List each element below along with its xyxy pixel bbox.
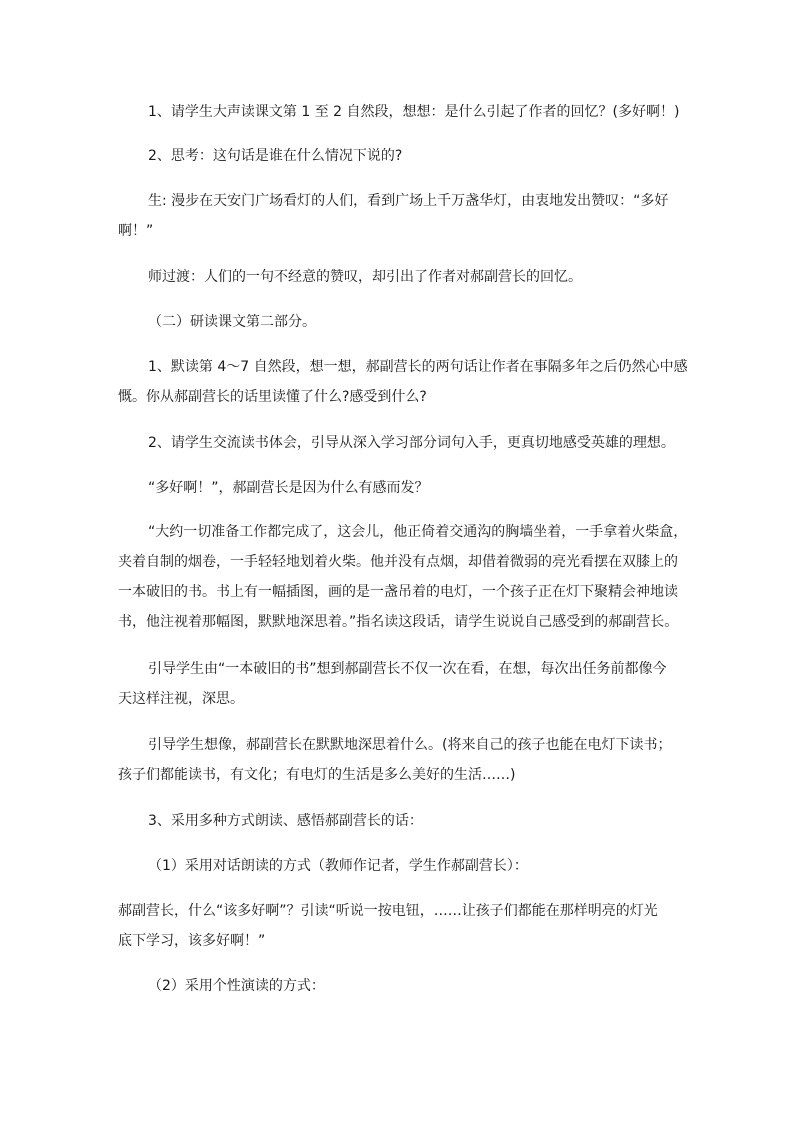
paragraph-line: “大约一切准备工作都完成了，这会儿，他正倚着交通沟的胸墙坐着，一手拿着火柴盒， xyxy=(148,524,688,540)
paragraph-2 xyxy=(118,141,713,171)
paragraph-line: 2、思考：这句话是谁在什么情况下说的? xyxy=(148,148,403,164)
paragraph-line: 孩子们都能读书，有文化；有电灯的生活是多么美好的生活……) xyxy=(118,767,516,783)
paragraph-10 xyxy=(118,654,683,714)
paragraph-line: 书，他注视着那幅图，默默地深思着。”指名读这段话，请学生说说自己感受到的郝副营长。 xyxy=(118,614,679,630)
paragraph-line: 啊！” xyxy=(118,223,154,239)
paragraph-15 xyxy=(118,971,713,1001)
paragraph-4 xyxy=(118,262,713,292)
paragraph-line: 1、默读第 4～7 自然段，想一想，郝副营长的两句话让作者在事隔多年之后仍然心中感 xyxy=(148,359,688,375)
paragraph-7 xyxy=(118,428,713,458)
paragraph-line: 慨。你从郝副营长的话里读懂了什么?感受到什么? xyxy=(118,389,427,405)
paragraph-line: 郝副营长，什么“该多好啊”？引读“听说一按电钮，……让孩子们都能在那样明亮的灯光 xyxy=(118,903,658,919)
paragraph-6 xyxy=(118,352,688,412)
paragraph-9 xyxy=(118,517,688,637)
paragraph-11 xyxy=(118,730,683,790)
paragraph-13 xyxy=(118,851,713,881)
paragraph-3 xyxy=(118,186,683,246)
paragraph-line: 天这样注视，深思。 xyxy=(118,691,244,707)
paragraph-line: 1、请学生大声读课文第 1 至 2 自然段，想想：是什么引起了作者的回忆？(多好啊！) xyxy=(148,104,680,120)
paragraph-line: “多好啊！”，郝副营长是因为什么有感而发？ xyxy=(148,480,429,496)
paragraph-line: （1）采用对话朗读的方式（教师作记者，学生作郝副营长）： xyxy=(148,858,528,874)
paragraph-line: 3、采用多种方式朗读、感悟郝副营长的话： xyxy=(148,813,423,829)
paragraph-line: 一本破旧的书。书上有一幅插图，画的是一盏吊着的电灯，一个孩子正在灯下聚精会神地读 xyxy=(118,584,678,600)
paragraph-line: （二）研读课文第二部分。 xyxy=(148,314,316,330)
paragraph-line: 生: 漫步在天安门广场看灯的人们，看到广场上千万盏华灯，由衷地发出赞叹：“多好 xyxy=(148,193,669,209)
paragraph-line: 夹着自制的烟卷，一手轻轻地划着火柴。他并没有点烟，却借着微弱的亮光看摆在双膝上的 xyxy=(118,554,678,570)
paragraph-line: 底下学习，该多好啊！” xyxy=(118,933,266,949)
paragraph-line: （2）采用个性演读的方式： xyxy=(148,978,325,994)
paragraph-line: 2、请学生交流读书体会，引导从深入学习部分词句入手，更真切地感受英雄的理想。 xyxy=(148,435,675,451)
paragraph-12 xyxy=(118,806,713,836)
paragraph-8 xyxy=(118,473,713,503)
section-heading xyxy=(118,307,713,337)
paragraph-line: 引导学生由“一本破旧的书”想到郝副营长不仅一次在看，在想，每次出任务前都像今 xyxy=(148,661,667,677)
paragraph-1 xyxy=(118,97,713,127)
paragraph-14 xyxy=(118,896,683,956)
paragraph-line: 引导学生想像，郝副营长在默默地深思着什么。(将来自己的孩子也能在电灯下读书； xyxy=(148,737,672,753)
paragraph-line: 师过渡：人们的一句不经意的赞叹，却引出了作者对郝副营长的回忆。 xyxy=(148,269,582,285)
